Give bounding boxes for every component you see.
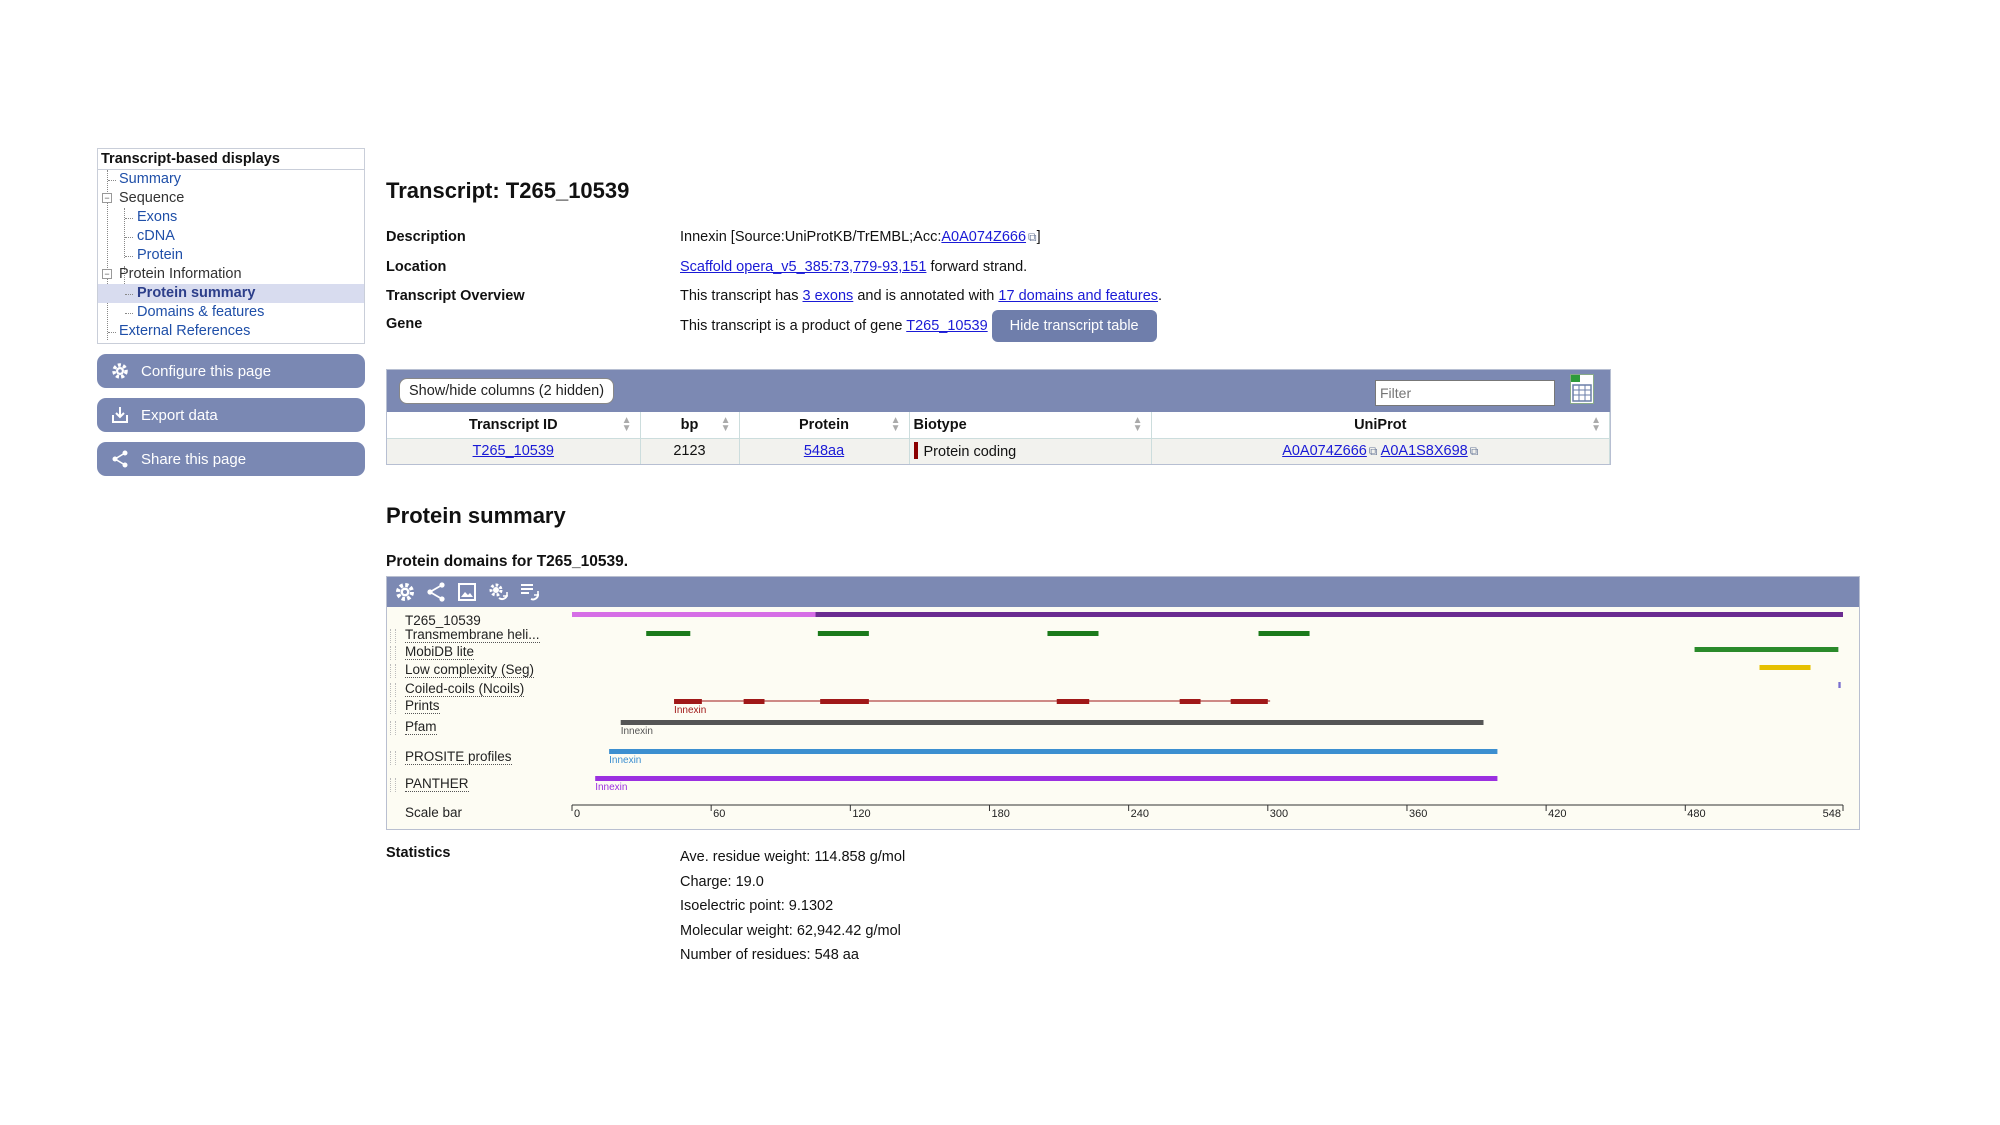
gene-link[interactable]: T265_10539 [906, 317, 988, 334]
domains-link[interactable]: 17 domains and features [998, 288, 1159, 304]
sidebar-item-protein[interactable]: Protein [98, 246, 364, 265]
scale-tick-label: 480 [1687, 808, 1706, 820]
sidebar-item-sequence[interactable]: − Sequence [98, 189, 364, 208]
scale-tick-label: 240 [1130, 808, 1150, 820]
exons-link[interactable]: 3 exons [802, 288, 854, 304]
track-label-0: T265_10539 [405, 613, 481, 628]
cell-protein [739, 438, 909, 464]
column-header-uniprot[interactable]: UniProt ▲ ▼ [1151, 412, 1610, 438]
hide-transcript-table-button[interactable]: Hide transcript table [992, 310, 1157, 342]
protein-domains-image-panel [386, 576, 1860, 830]
column-header-protein[interactable]: Protein ▲ ▼ [739, 412, 909, 438]
track-label-1[interactable]: Transmembrane heli... [405, 627, 540, 642]
transmembrane-feature[interactable] [646, 631, 690, 636]
cell-transcript-id [387, 438, 640, 464]
reset-track-order-icon[interactable] [517, 580, 541, 604]
prosite-domain-label: Innexin [609, 755, 642, 766]
location-link[interactable]: Scaffold opera_v5_385:73,779-93,151 [680, 259, 927, 275]
track-drag-handle[interactable] [390, 700, 396, 714]
transcript-nav-tree [97, 148, 365, 344]
scale-tick-label: 180 [991, 808, 1010, 820]
track-drag-handle[interactable] [390, 683, 396, 697]
sidebar-item-exons[interactable]: Exons [98, 208, 364, 227]
track-drag-handle[interactable] [390, 721, 396, 735]
sidebar-item-summary[interactable]: Summary [98, 170, 364, 189]
track-label-7[interactable]: PROSITE profiles [405, 749, 512, 764]
isoelectric-point: Isoelectric point: 9.1302 [680, 898, 834, 914]
track-label-3[interactable]: Low complexity (Seg) [405, 662, 535, 677]
ave-residue-weight: Ave. residue weight: 114.858 g/mol [680, 849, 906, 865]
sidebar-item-domains-features[interactable]: Domains & features [98, 303, 364, 322]
track-label-8[interactable]: PANTHER [405, 776, 469, 791]
external-link-icon: ⧉ [1469, 444, 1479, 459]
scale-tick-label: 360 [1408, 808, 1428, 820]
uniprot-acc-link[interactable]: A0A074Z666 [941, 229, 1027, 245]
collapse-icon[interactable]: − [102, 269, 112, 279]
track-drag-handle[interactable] [390, 664, 396, 678]
export-icon [109, 404, 131, 426]
sort-icon[interactable]: ▲ ▼ [621, 415, 632, 434]
scale-tick-label: 120 [852, 808, 871, 820]
statistics-label: Statistics [386, 845, 451, 861]
sort-icon[interactable]: ▲ ▼ [720, 415, 731, 434]
image-toolbar [387, 577, 1859, 607]
gene-value: This transcript is a product of gene T265_10539 Hide transcript table [680, 310, 1157, 342]
sidebar-item-protein-summary[interactable]: Protein summary [98, 284, 364, 303]
track-drag-handle[interactable] [390, 646, 396, 660]
prosite-feature[interactable] [609, 749, 1497, 754]
gene-label: Gene [386, 316, 423, 332]
charge: Charge: 19.0 [680, 873, 764, 890]
sort-icon[interactable]: ▲ ▼ [890, 415, 901, 434]
configure-image-gear-icon[interactable] [393, 580, 417, 604]
protein-summary-heading: Protein summary [386, 503, 566, 528]
table-toolbar [387, 370, 1610, 412]
location-label: Location [386, 259, 447, 275]
scale-tick-label: 420 [1548, 808, 1567, 820]
sidebar-item-protein-information[interactable]: − Protein Information [98, 265, 364, 284]
domain-tracks-svg [387, 608, 1859, 829]
track-label-4[interactable]: Coiled-coils (Ncoils) [405, 681, 525, 696]
transcript-data-table [387, 412, 1610, 464]
export-image-icon[interactable] [455, 580, 479, 604]
external-link-icon: ⧉ [1368, 444, 1378, 459]
track-drag-handle[interactable] [390, 778, 396, 792]
track-drag-handle[interactable] [390, 629, 396, 643]
nav-heading: Transcript-based displays [98, 149, 364, 170]
number-of-residues: Number of residues: 548 aa [680, 947, 859, 963]
scale-tick-label: 548 [1822, 808, 1841, 820]
sort-icon[interactable]: ▲ ▼ [1591, 415, 1601, 434]
column-header-bp[interactable]: bp ▲ ▼ [640, 412, 739, 438]
configure-page-button[interactable]: Configure this page [97, 354, 365, 388]
exon-bar[interactable] [572, 612, 816, 617]
prints-feature[interactable] [744, 699, 765, 704]
statistics-values [680, 845, 905, 968]
description-value: Innexin [Source:UniProtKB/TrEMBL;Acc:A0A074Z666 ⧉] [680, 229, 1041, 245]
mobidb-feature[interactable] [1695, 647, 1839, 652]
track-area [387, 608, 1859, 829]
transmembrane-feature[interactable] [1259, 631, 1310, 636]
exon-bar[interactable] [816, 612, 1843, 617]
coiled-coil-feature[interactable] [1838, 682, 1840, 688]
protein-domains-subheading: Protein domains for T265_10539. [386, 553, 629, 570]
column-header-transcript-id[interactable]: Transcript ID ▲ ▼ [387, 412, 640, 438]
export-spreadsheet-icon[interactable] [1570, 374, 1594, 404]
track-label-9: Scale bar [405, 805, 463, 820]
share-image-icon[interactable] [424, 580, 448, 604]
prints-feature[interactable] [1231, 699, 1268, 704]
cell-bp: 2123 [640, 438, 739, 464]
sidebar-item-external-references[interactable]: External References [98, 322, 364, 341]
page-title: Transcript: T265_10539 [386, 178, 630, 203]
low-complexity-feature[interactable] [1760, 665, 1811, 670]
column-header-biotype[interactable]: Biotype ▲ ▼ [909, 412, 1151, 438]
table-filter-input[interactable] [1375, 380, 1555, 406]
transcript-id-link[interactable]: T265_10539 [472, 443, 554, 460]
uniprot-link[interactable]: A0A1S8X698 [1380, 443, 1468, 460]
gear-icon [109, 360, 131, 382]
scale-tick-label: 0 [574, 808, 581, 820]
overview-value: This transcript has 3 exons and is annotated with 17 domains and features. [680, 288, 1163, 304]
prints-feature[interactable] [1180, 699, 1201, 704]
collapse-icon[interactable]: − [102, 193, 112, 203]
uniprot-link[interactable]: A0A074Z666 [1282, 443, 1367, 460]
cell-biotype: Protein coding [909, 438, 1151, 464]
table-row [387, 438, 1610, 464]
location-value: Scaffold opera_v5_385:73,779-93,151 forward strand. [680, 259, 1028, 275]
track-label-2[interactable]: MobiDB lite [405, 644, 475, 659]
track-drag-handle[interactable] [390, 751, 396, 765]
sidebar-item-cdna[interactable]: cDNA [98, 227, 364, 246]
pfam-feature[interactable] [621, 720, 1484, 725]
panther-domain-label: Innexin [595, 782, 628, 793]
export-data-button[interactable]: Export data [97, 398, 365, 432]
sort-icon[interactable]: ▲ ▼ [1132, 415, 1143, 434]
share-page-button[interactable]: Share this page [97, 442, 365, 476]
prints-feature[interactable] [820, 699, 869, 704]
reset-configuration-icon[interactable] [486, 580, 510, 604]
transcript-table [386, 369, 1611, 465]
pfam-domain-label: Innexin [620, 726, 653, 737]
track-label-5[interactable]: Prints [405, 698, 440, 713]
show-hide-columns-button[interactable]: Show/hide columns (2 hidden) [399, 378, 614, 404]
external-link-icon: ⧉ [1028, 230, 1037, 244]
track-label-6[interactable]: Pfam [405, 719, 437, 734]
share-icon [109, 448, 131, 470]
overview-label: Transcript Overview [386, 288, 525, 304]
prints-domain-label: Innexin [674, 705, 707, 716]
prints-feature[interactable] [674, 699, 702, 704]
transmembrane-feature[interactable] [818, 631, 869, 636]
protein-link[interactable]: 548aa [803, 443, 845, 460]
biotype-color-swatch [914, 442, 918, 459]
left-sidebar [97, 148, 365, 476]
cell-uniprot [1151, 438, 1610, 464]
transmembrane-feature[interactable] [1047, 631, 1098, 636]
scale-tick-label: 300 [1269, 808, 1289, 820]
panther-feature[interactable] [595, 776, 1497, 781]
scale-tick-label: 60 [713, 808, 726, 820]
molecular-weight: Molecular weight: 62,942.42 g/mol [680, 922, 901, 939]
description-label: Description [386, 229, 466, 245]
prints-feature[interactable] [1057, 699, 1089, 704]
